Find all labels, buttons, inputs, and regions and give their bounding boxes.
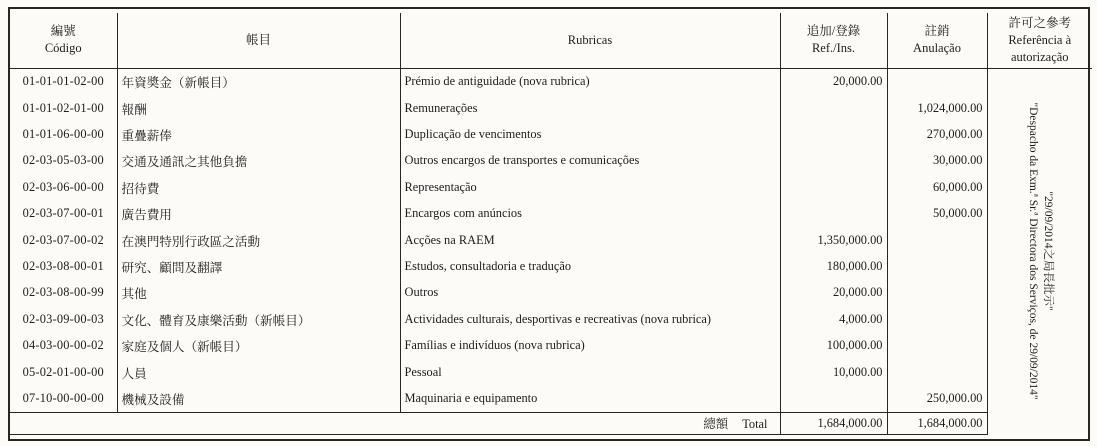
row-account-zh: 家庭及個人（新帳目） — [117, 333, 400, 359]
header-row — [10, 13, 1092, 68]
authorization-line-pt: "Despacho da Exm.ª Sr.ª Directora dos Serviços, de 29/09/2014" — [1026, 102, 1039, 400]
table-row — [10, 359, 1092, 385]
col-header-code-pt: Código — [44, 41, 82, 56]
table-row — [10, 333, 1092, 359]
col-header-authorization-pt1: Referência à — [1008, 32, 1072, 47]
row-amount-cancellation — [887, 253, 987, 279]
row-account-zh: 人員 — [117, 359, 400, 385]
row-code: 02-03-08-00-01 — [22, 259, 104, 274]
row-rubrica-pt: Famílias e indivíduos (nova rubrica) — [400, 333, 780, 359]
row-account-zh: 研究、顧問及翻譯 — [117, 253, 400, 279]
total-label-pt: Total — [742, 417, 768, 432]
total-amount-addition: 1,684,000.00 — [780, 412, 887, 434]
row-amount-cancellation: 30,000.00 — [887, 148, 987, 174]
col-header-cancellation-pt: Anulação — [913, 41, 961, 56]
row-amount-addition — [780, 148, 887, 174]
row-amount-cancellation: 270,000.00 — [887, 121, 987, 147]
row-amount-addition: 1,350,000.00 — [780, 227, 887, 253]
row-amount-addition: 4,000.00 — [780, 306, 887, 332]
row-rubrica-pt: Duplicação de vencimentos — [400, 121, 780, 147]
row-code: 02-03-06-00-00 — [22, 179, 104, 194]
row-code: 02-03-07-00-01 — [22, 206, 104, 221]
col-header-addition — [780, 13, 887, 68]
row-rubrica-pt: Estudos, consultadoria e tradução — [400, 253, 780, 279]
row-amount-cancellation: 250,000.00 — [887, 385, 987, 412]
row-rubrica-pt: Maquinaria e equipamento — [400, 385, 780, 412]
row-account-zh: 廣告費用 — [117, 201, 400, 227]
table-row — [10, 148, 1092, 174]
row-amount-cancellation — [887, 227, 987, 253]
total-amount-cancellation: 1,684,000.00 — [887, 412, 987, 434]
total-label — [10, 412, 780, 434]
col-header-addition-pt: Ref./Ins. — [811, 41, 856, 56]
row-code: 07-10-00-00-00 — [22, 391, 104, 405]
table-row — [10, 201, 1092, 227]
row-account-zh: 報酬 — [117, 95, 400, 121]
row-amount-cancellation: 60,000.00 — [887, 174, 987, 200]
row-account-zh: 其他 — [117, 280, 400, 306]
row-rubrica-pt: Representação — [400, 174, 780, 200]
budget-table — [10, 13, 1092, 435]
row-rubrica-pt: Outros encargos de transportes e comunicações — [400, 148, 780, 174]
total-label-zh: 總額 — [703, 417, 729, 432]
col-header-addition-zh: 追加/登錄 — [806, 24, 861, 39]
row-amount-cancellation — [887, 280, 987, 306]
row-account-zh: 文化、體育及康樂活動（新帳目） — [117, 306, 400, 332]
row-amount-addition — [780, 95, 887, 121]
table-row — [10, 121, 1092, 147]
row-code: 04-03-00-00-02 — [22, 338, 104, 353]
row-amount-addition: 20,000.00 — [780, 280, 887, 306]
col-header-authorization-pt2: autorização — [1010, 49, 1069, 64]
row-amount-addition: 180,000.00 — [780, 253, 887, 279]
authorization-rotated-text — [1025, 101, 1055, 401]
row-amount-cancellation — [887, 333, 987, 359]
col-header-code — [10, 13, 117, 68]
authorization-line-zh: "29/09/2014之局長批示" — [1041, 191, 1054, 312]
col-header-code-zh: 編號 — [50, 24, 76, 39]
table-row — [10, 95, 1092, 121]
row-amount-addition — [780, 121, 887, 147]
row-amount-addition: 10,000.00 — [780, 359, 887, 385]
row-rubrica-pt: Remunerações — [400, 95, 780, 121]
col-header-cancellation — [887, 13, 987, 68]
row-rubrica-pt: Acções na RAEM — [400, 227, 780, 253]
row-rubrica-pt: Pessoal — [400, 359, 780, 385]
col-header-rubricas: Rubricas — [400, 13, 780, 68]
budget-amendment-table — [8, 7, 1090, 441]
row-account-zh: 機械及設備 — [117, 385, 400, 412]
table-row — [10, 253, 1092, 279]
total-row — [10, 412, 1092, 434]
row-account-zh: 年資奬金（新帳目） — [117, 68, 400, 95]
col-header-account: 帳目 — [117, 13, 400, 68]
row-amount-addition — [780, 174, 887, 200]
table-header — [10, 13, 1092, 68]
row-code: 02-03-09-00-03 — [22, 311, 104, 326]
table-row — [10, 306, 1092, 332]
table-body — [10, 68, 1092, 434]
row-amount-cancellation — [887, 306, 987, 332]
col-header-authorization-zh: 許可之參考 — [1008, 16, 1071, 30]
row-code: 01-01-02-01-00 — [22, 100, 104, 115]
row-code: 01-01-01-02-00 — [22, 74, 104, 89]
row-amount-cancellation — [887, 68, 987, 95]
row-code: 02-03-05-03-00 — [22, 153, 104, 168]
authorization-cell — [987, 68, 1092, 434]
row-code: 05-02-01-00-00 — [22, 364, 104, 379]
row-account-zh: 重疊薪俸 — [117, 121, 400, 147]
row-amount-cancellation: 1,024,000.00 — [887, 95, 987, 121]
row-amount-addition: 100,000.00 — [780, 333, 887, 359]
row-account-zh: 交通及通訊之其他負擔 — [117, 148, 400, 174]
table-row — [10, 68, 1092, 95]
row-amount-addition: 20,000.00 — [780, 68, 887, 95]
row-rubrica-pt: Encargos com anúncios — [400, 201, 780, 227]
col-header-authorization — [987, 13, 1092, 68]
row-amount-addition — [780, 201, 887, 227]
table-row — [10, 227, 1092, 253]
row-rubrica-pt: Outros — [400, 280, 780, 306]
row-amount-cancellation: 50,000.00 — [887, 201, 987, 227]
row-code: 02-03-07-00-02 — [22, 232, 104, 247]
row-amount-addition — [780, 385, 887, 412]
table-row — [10, 174, 1092, 200]
row-rubrica-pt: Actividades culturais, desportivas e recreativas (nova rubrica) — [400, 306, 780, 332]
col-header-cancellation-zh: 註銷 — [924, 24, 950, 39]
table-row — [10, 385, 1092, 412]
row-account-zh: 在澳門特別行政區之活動 — [117, 227, 400, 253]
row-amount-cancellation — [887, 359, 987, 385]
row-rubrica-pt: Prémio de antiguidade (nova rubrica) — [400, 68, 780, 95]
row-code: 02-03-08-00-99 — [22, 285, 104, 300]
row-code: 01-01-06-00-00 — [22, 127, 104, 142]
table-row — [10, 280, 1092, 306]
row-account-zh: 招待費 — [117, 174, 400, 200]
